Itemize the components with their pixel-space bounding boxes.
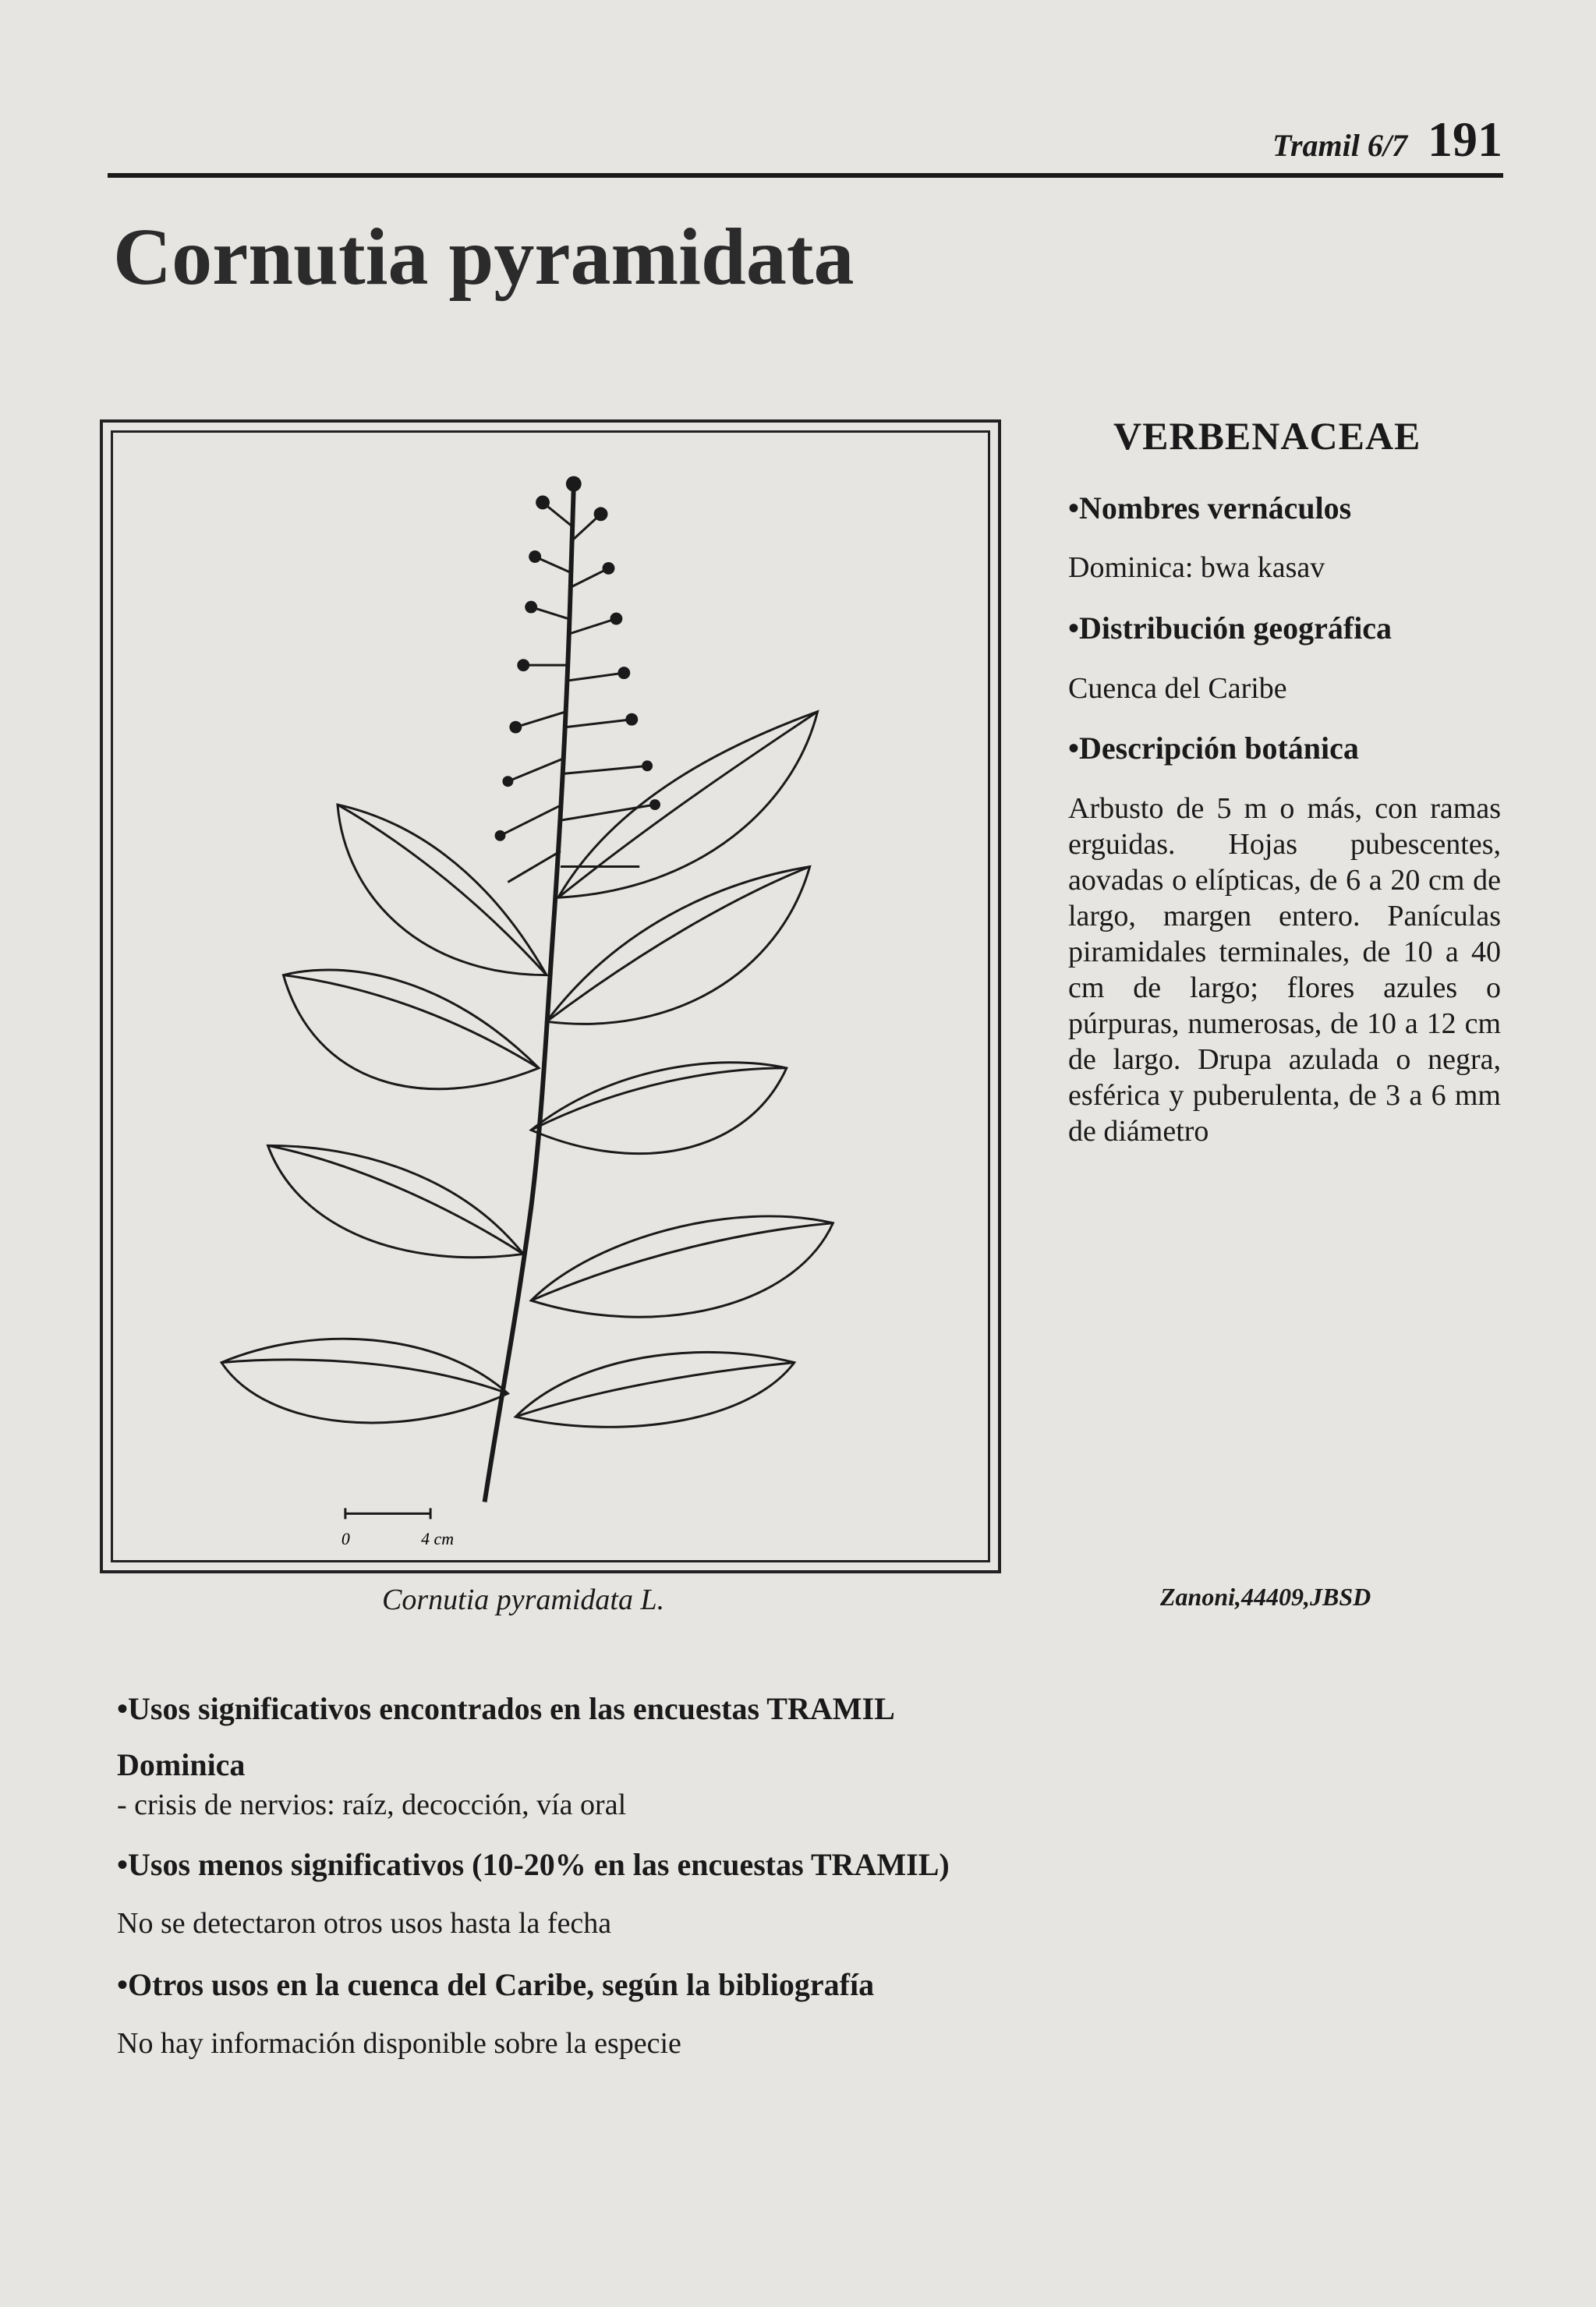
page-number: 191 bbox=[1428, 111, 1502, 167]
plant-drawing bbox=[113, 433, 988, 1560]
plant-family: VERBENACEAE bbox=[1113, 414, 1421, 458]
significant-uses-item: - crisis de nervios: raíz, decocción, vía oral bbox=[117, 1789, 627, 1821]
figure-credit: Zanoni,44409,JBSD bbox=[1160, 1583, 1371, 1611]
page-title: Cornutia pyramidata bbox=[113, 212, 855, 302]
botanical-illustration-frame bbox=[100, 419, 1001, 1573]
figure-caption: Cornutia pyramidata L. bbox=[382, 1583, 665, 1616]
series-label: Tramil 6/7 bbox=[1272, 128, 1407, 163]
distribution-text: Cuenca del Caribe bbox=[1068, 672, 1287, 705]
distribution-heading: •Distribución geográfica bbox=[1068, 610, 1393, 646]
botanical-illustration bbox=[111, 430, 990, 1562]
significant-uses-heading: •Usos significativos encontrados en las encuestas TRAMIL bbox=[117, 1691, 895, 1726]
other-uses-text: No hay información disponible sobre la especie bbox=[117, 2027, 681, 2060]
page-header bbox=[1272, 111, 1502, 168]
description-text: Arbusto de 5 m o más, con ramas erguidas. Hojas pubescentes, aovadas o elípticas, de 6 a 20 cm de largo, margen entero. Panículas piramidales terminales, de 10 a 40 cm de largo; flores azules o púrpuras, numerosas, de 10 a 12 cm de largo. Drupa azulada o negra, esférica y puberulenta, de 3 a 6 mm de diámetro bbox=[1068, 792, 1501, 1148]
vernacular-heading: •Nombres vernáculos bbox=[1068, 490, 1352, 525]
significant-uses-country: Dominica bbox=[117, 1747, 246, 1782]
scale-start-label: 0 bbox=[341, 1530, 350, 1549]
scale-end-label: 4 cm bbox=[421, 1530, 455, 1549]
less-significant-uses-text: No se detectaron otros usos hasta la fecha bbox=[117, 1907, 612, 1940]
header-rule bbox=[108, 173, 1503, 178]
vernacular-text: Dominica: bwa kasav bbox=[1068, 551, 1325, 584]
description-heading: •Descripción botánica bbox=[1068, 731, 1359, 766]
less-significant-uses-heading: •Usos menos significativos (10-20% en las encuestas TRAMIL) bbox=[117, 1847, 950, 1882]
other-uses-heading: •Otros usos en la cuenca del Caribe, según la bibliografía bbox=[117, 1967, 875, 2002]
